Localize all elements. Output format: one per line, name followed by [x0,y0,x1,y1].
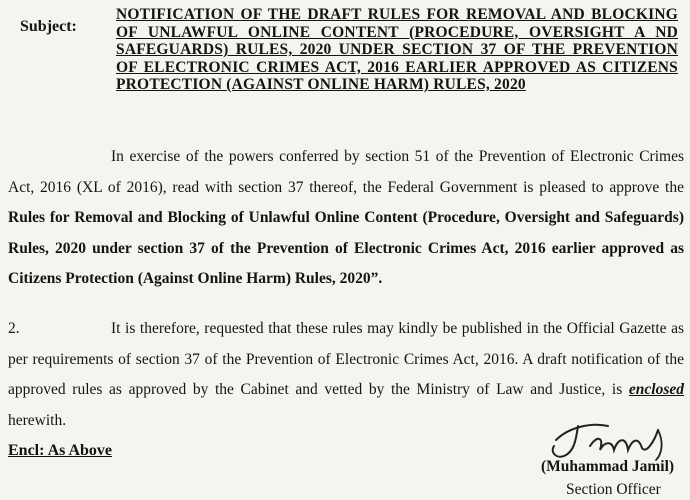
enclosure-note: Encl: As Above [8,442,113,459]
signatory-title: Section Officer [566,481,661,498]
subject-label: Subject: [20,18,77,35]
paragraph-2-number: 2. [8,320,20,337]
signatory-name: (Muhammad Jamil) [541,458,675,475]
paragraph-1-rules-name: Rules for Removal and Blocking of Unlawful Online Content (Procedure, Oversight and Safeguards) Rules, 2020 under section 37 of the Prevention of Electronic Crimes Act, 2016 earlier approved as Citizens Protection (Against Online Harm) Rules, 2020”. [8,209,684,287]
subject-title: NOTIFICATION OF THE DRAFT RULES FOR REMOVAL AND BLOCKING OF UNLAWFUL ONLINE CONTENT (PROCEDURE, OVERSIGHT A ND SAFEGUARDS) RULES, 2020 UNDER SECTION 37 OF THE PREVENTION OF ELECTRONIC CRIMES ACT, 2016 EARLIER APPROVED AS CITIZENS PROTECTION (AGAINST ONLINE HARM) RULES, 2020 [116,6,678,93]
paragraph-1 [8,142,684,295]
paragraph-2-text-end: herewith. [8,411,67,429]
paragraph-2-emphasis: enclosed [628,381,684,398]
paragraph-1-intro: In exercise of the powers conferred by section 51 of the Prevention of Electronic Crimes Act, 2016 (XL of 2016), read with section 37 thereof, the Federal Government is pleased to approve the [8,148,684,196]
paragraph-2-text: It is therefore, requested that these rules may kindly be published in the Official Gazette as per requirements of section 37 of the Prevention of Electronic Crimes Act, 2016. A draft notification of the approved rules as approved by the Cabinet and vetted by the Ministry of Law and Justice, is [8,320,684,398]
